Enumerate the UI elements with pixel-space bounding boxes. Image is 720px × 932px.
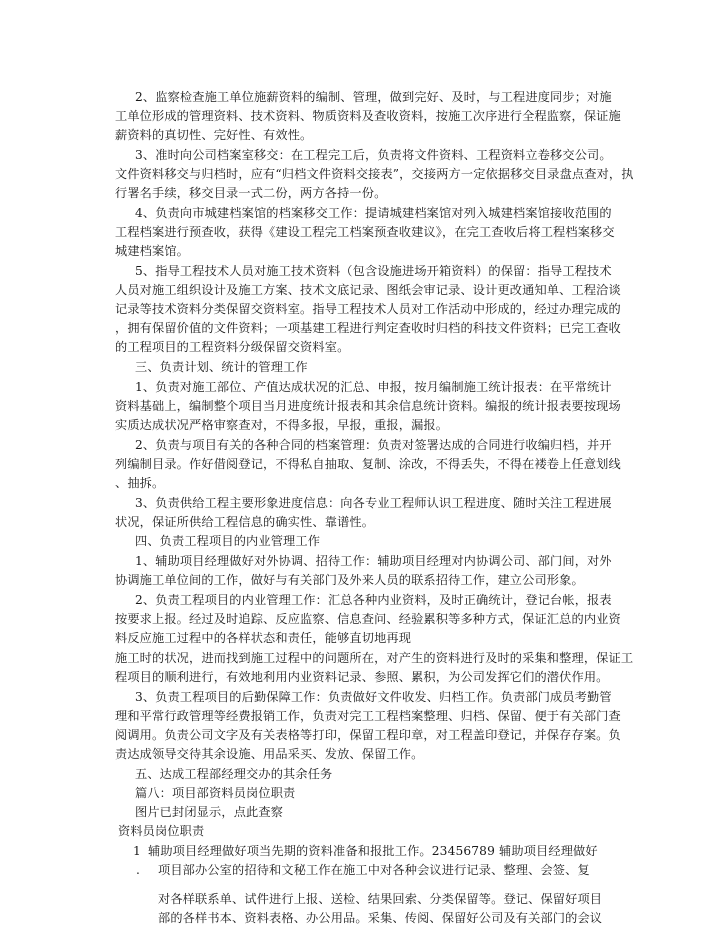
s4-para-2-line-1: 2、负责工程项目的内业管理工作：汇总各种内业资料，及时正确统计，登记台帐，报表 xyxy=(135,593,612,607)
s4-para-3-line-3: 阅调用。负责公司文字及有关表格等打印，保留工程印章，对工程盖印登记，并保存存案。负 xyxy=(115,728,621,742)
s3-para-2-line-2: 列编制目录。作好借阅登记，不得私自抽取、复制、涂改，不得丢失，不得在褛卷上任意划线 xyxy=(115,457,621,471)
job-duties-heading: 资料员岗位职责 xyxy=(118,824,205,838)
s4-para-1-line-2: 协调施工单位间的工作，做好与有关部门及外来人员的联系招待工作，建立公司形象。 xyxy=(115,573,584,587)
s3-para-1-line-3: 实质达成状况严格审察查对，不得多报，早报，重报，漏报。 xyxy=(115,418,449,432)
s3-para-3-line-1: 3、负责供给工程主要形象进度信息：向各专业工程师认识工程进度、随时关注工程进展 xyxy=(135,496,612,510)
list-item-2-line-2: 部的各样书本、资料表格、办公用品。采集、传阅、保留好公司及有关部门的会议 xyxy=(158,911,603,925)
s3-para-1-line-2: 资料基础上，编制整个项目当月进度统计报表和其余信息统计资料。编报的统计报表要按现场 xyxy=(115,399,621,413)
chapter-8-title: 篇八：项目部资料员岗位职责 xyxy=(135,786,296,800)
para-3-line-3: 行署名手续，移交目录一式二份，两方各持一份。 xyxy=(115,186,387,200)
list-item-2-line-1: 对各样联系单、试件进行上报、送检、结果回索、分类保留等。登记、保留好项目 xyxy=(158,892,603,906)
para-5-line-4: ，拥有保留价值的文件资料；一项基建工程进行判定查收时归档的科技文件资料；已完工查收 xyxy=(115,321,621,335)
para-2-line-2: 工单位形成的管理资料、技术资料、物质资料及查收资料，按施工次序进行全程监察，保证施 xyxy=(115,109,621,123)
s3-para-2-line-1: 2、负责与项目有关的各种合同的档案管理：负责对签署达成的合同进行收编归档，并开 xyxy=(135,438,612,452)
s4-para-2-line-5: 程项目的顺利进行，有效地利用内业资料记录、参照、累积，为公司发挥它们的潜伏作用。 xyxy=(115,670,609,684)
s3-para-3-line-2: 状况，保证所供给工程信息的确实性、靠谱性。 xyxy=(115,515,375,529)
s4-para-3-line-1: 3、负责工程项目的后勤保障工作：负责做好文件收发、归档工作。负责部门成员考勤管 xyxy=(135,690,612,704)
list-item-1-line-1: 辅助项目经理做好项当先期的资料准备和报批工作。23456789 辅助项目经理做好 xyxy=(148,844,598,858)
s4-para-2-line-2: 按要求上报。经过及时追踪、反应监察、信息查问、经验累积等多种方式，保证汇总的内业资 xyxy=(115,612,621,626)
para-5-line-5: 的工程项目的工程资料分级保留交资料室。 xyxy=(115,340,350,354)
section-3-heading: 三、负责计划、统计的管理工作 xyxy=(135,360,308,374)
para-4-line-2: 工程档案进行预查收，获得《建设工程完工档案预查收建议》，在完工查收后将工程档案移交 xyxy=(115,225,615,239)
s4-para-2-line-3: 料反应施工过程中的各样状态和责任，能够直切地再现 xyxy=(115,631,412,645)
s3-para-1-line-1: 1、负责对施工部位、产值达成状况的汇总、申报，按月编制施工统计报表：在平常统计 xyxy=(135,380,612,394)
section-4-heading: 四、负责工程项目的内业管理工作 xyxy=(135,534,321,548)
list-item-1-line-2: 项目部办公室的招待和文秘工作在施工中对各种会议进行记录、整理、会签、复 xyxy=(158,863,590,877)
list-marker-1: 1 xyxy=(133,844,141,858)
para-4-line-3: 城建档案馆。 xyxy=(115,244,190,258)
para-2-line-1: 2、监察检查施工单位施薪资料的编制、管理，做到完好、及时，与工程进度同步；对施 xyxy=(135,90,612,104)
para-2-line-3: 薪资料的真切性、完好性、有效性。 xyxy=(115,128,313,142)
s4-para-1-line-1: 1、辅助项目经理做好对外协调、招待工作：辅助项目经理对内协调公司、部门间，对外 xyxy=(135,554,612,568)
s3-para-2-line-3: 、抽拆。 xyxy=(115,476,165,490)
s4-para-2-line-4: 施工时的状况，进而找到施工过程中的问题所在，对产生的资料进行及时的采集和整理，保证工 xyxy=(115,651,634,665)
para-4-line-1: 4、负责向市城建档案馆的档案移交工作：提请城建档案馆对列入城建档案馆接收范围的 xyxy=(135,206,612,220)
para-5-line-1: 5、指导工程技术人员对施工技术资料（包含设施进场开箱资料）的保留：指导工程技术 xyxy=(135,264,612,278)
list-marker-2: . xyxy=(136,863,140,877)
s4-para-3-line-4: 责达成领导交待其余设施、用品采买、发放、保留工作。 xyxy=(115,747,424,761)
section-5-heading: 五、达成工程部经理交办的其余任务 xyxy=(135,767,333,781)
para-5-line-2: 人员对施工组织设计及施工方案、技术文底记录、图纸会审记录、设计更改通知单、工程洽谈 xyxy=(115,283,621,297)
para-3-line-1: 3、准时向公司档案室移交：在工程完工后，负责将文件资料、工程资料立卷移交公司。 xyxy=(135,148,612,162)
s4-para-3-line-2: 理和平常行政管理等经费报销工作，负责对完工工程档案整理、归档、保留、便于有关部门查 xyxy=(115,709,621,723)
para-3-line-2: 文件资料移交与归档时，应有“归档文件资料交接表”，交接两方一定依据移交目录盘点查对，执 xyxy=(115,167,634,181)
image-hidden-notice[interactable]: 图片已封闭显示，点此查察 xyxy=(135,805,284,819)
para-5-line-3: 记录等技术资料分类保留交资料室。指导工程技术人员对工作活动中形成的，经过办理完成的 xyxy=(115,302,621,316)
